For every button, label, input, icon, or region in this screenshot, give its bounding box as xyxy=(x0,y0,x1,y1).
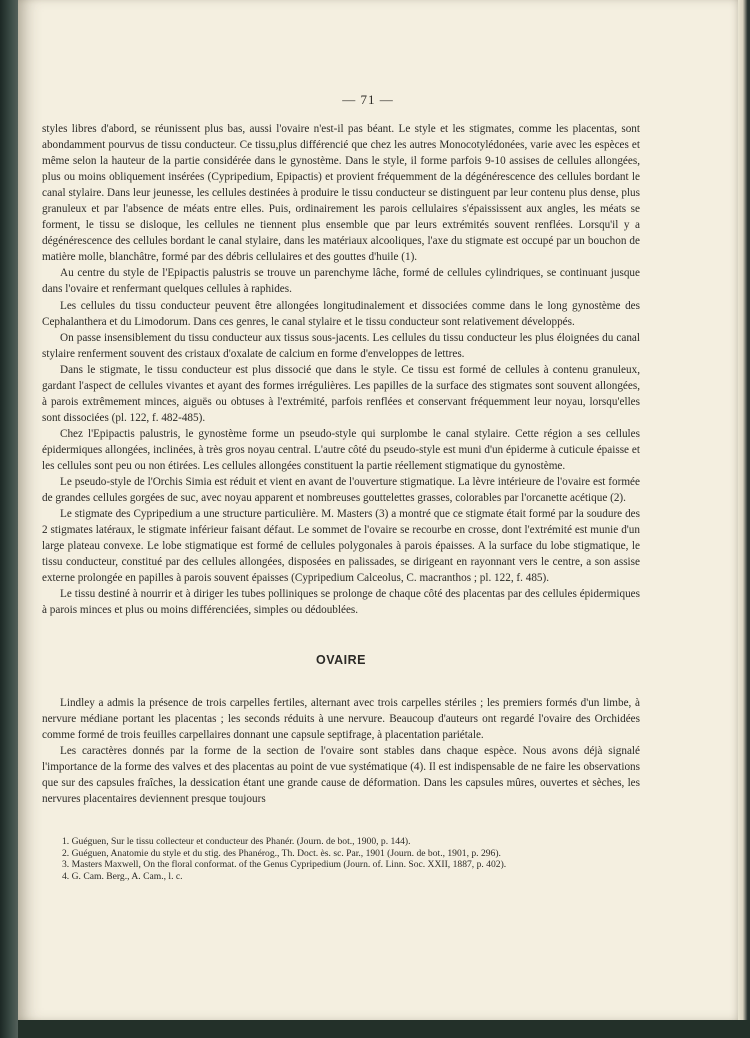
footnote: 2. Guéguen, Anatomie du style et du stig. des Phanérog., Th. Doct. ès. sc. Par., 1901 (Journ. de bot., 1901, p. 296). xyxy=(62,847,501,859)
paragraph: Le stigmate des Cypripedium a une structure particulière. M. Masters (3) a montré que ce stigmate était formé par la soudure des 2 stigmates latéraux, le stigmate inférieur faisant défaut. Le sommet de l'ovaire se recourbe en crosse, dont l'extrémité est munie d'un large plateau convexe. Le lobe stigmatique est formé de cellules polygonales à parois épaisses. A la surface du lobe stigmatique, le tissu conducteur, constitué par des cellules allongées, disposées en palissades, se dirigeant en rayonnant vers le centre, a son assise externe prolongée en papilles à parois souvent épaisses (Cypripedium Calceolus, C. macranthos ; pl. 122, f. 485). xyxy=(42,508,640,585)
paragraph: On passe insensiblement du tissu conducteur aux tissus sous-jacents. Les cellules du tissu conducteur les plus éloignées du canal stylaire renferment souvent des cristaux d'oxalate de calcium en forme d'enveloppes de lettres. xyxy=(42,331,640,360)
paragraph: Les cellules du tissu conducteur peuvent être allongées longitudinalement et dissociées comme dans le long gynostème des Cephalanthera et du Limodorum. Dans ces genres, le canal stylaire et le tissu conducteur sont relativement développés. xyxy=(42,299,640,328)
paragraph: Le tissu destiné à nourrir et à diriger les tubes polliniques se prolonge de chaque côté des placentas par des cellules épidermiques à parois minces et plus ou moins différenciées, simples ou dédoublées. xyxy=(42,588,640,617)
paragraph: styles libres d'abord, se réunissent plus bas, aussi l'ovaire n'est-il pas béant. Le style et les stigmates, comme les placentas, sont abondamment pourvus de tissu conducteur. Ce tissu,plus différencié que chez les autres Monocotylédonées, varie avec les espèces et même selon la hauteur de la partie considérée dans le gynostème. Dans le style, il forme parfois 9-10 assises de cellules allongées, plus ou moins obliquement insérées (Cypripedium, Epipactis) et provient fréquemment de la dégénérescence des cellules bordant le canal stylaire. Dans leur jeunesse, les cellules destinées à produire le tissu conducteur se distinguent par leur contenu plus dense, plus granuleux et par l'absence de méats entre elles. Puis, ordinairement les parois cellulaires s'épaississent aux angles, les méats se forment, le tissu se disloque, les cellules ne tiennent plus ensemble que par leurs extrémités souvent renflées. Lorsqu'il y a dégénérescence des cellules bordant le canal stylaire, dans les matériaux alcooliques, l'axe du stigmate est occupé par un bouchon de matière molle, blanchâtre, formé par des débris cellulaires et des gouttes d'huile (1). xyxy=(42,123,640,264)
page-edge xyxy=(738,0,750,1038)
footnote: 1. Guéguen, Sur le tissu collecteur et conducteur des Phanér. (Journ. de bot., 1900, p. 144). xyxy=(62,836,411,847)
section-title: OVAIRE xyxy=(316,653,366,668)
body-text xyxy=(42,121,640,807)
paragraph: Les caractères donnés par la forme de la section de l'ovaire sont stables dans chaque espèce. Nous avons déjà signalé l'importance de la forme des valves et des placentas au point de vue systématique (4). Il est indispensable de ne faire les observations que sur des capsules fraîches, la dessication étant une grande cause de déformation. Dans les capsules mûres, ouvertes et sèches, les nervures placentaires deviennent presque toujours xyxy=(42,744,640,805)
book-cover-edge xyxy=(18,1020,750,1038)
book-page xyxy=(18,0,738,1020)
footnote: 3. Masters Maxwell, On the floral conformat. of the Genus Cypripedium (Journ. of. Linn. Soc. XXII, 1887, p. 402). xyxy=(62,859,507,871)
book-spine xyxy=(0,0,18,1038)
paragraph: Au centre du style de l'Epipactis palustris se trouve un parenchyme lâche, formé de cellules cylindriques, se continuant jusque dans l'ovaire et renfermant quelques cellules à raphides. xyxy=(42,267,640,296)
page-number: — 71 — xyxy=(342,92,394,107)
paragraph: Lindley a admis la présence de trois carpelles fertiles, alternant avec trois carpelles stériles ; les premiers formés d'un limbe, à nervure médiane portant les placentas ; les seconds réduits à une nervure. Beaucoup d'auteurs ont regardé l'ovaire des Orchidées comme formé de trois feuilles carpellaires donnant une capsule septifrage, à placentation pariétale. xyxy=(42,696,640,741)
footnote: 4. G. Cam. Berg., A. Cam., l. c. xyxy=(62,870,183,882)
paragraph: Chez l'Epipactis palustris, le gynostème forme un pseudo-style qui surplombe le canal stylaire. Cette région a ses cellules épidermiques allongées, inclinées, à très gros noyau central. L'autre côté du pseudo-style est muni d'un épiderme à cuticule épaisse et les cellules sont peu ou non étirées. Les cellules allongées constituent la partie réellement stigmatique du gynostème. xyxy=(42,427,640,472)
footnotes xyxy=(62,836,642,882)
paragraph: Le pseudo-style de l'Orchis Simia est réduit et vient en avant de l'ouverture stigmatique. La lèvre intérieure de l'ovaire est formée de grandes cellules gorgées de suc, avec noyau apparent et nombreuses gouttelettes grasses, colorables par l'orcanette acétique (2). xyxy=(42,476,640,505)
paragraph: Dans le stigmate, le tissu conducteur est plus dissocié que dans le style. Ce tissu est formé de cellules à contenu granuleux, gardant l'aspect de cellules vivantes et ayant des formes irrégulières. Les papilles de la surface des stigmates sont souvent allongées, à parois extrêmement minces, aiguës ou obtuses à l'extrémité, parfois renflées et conservant fréquemment leur noyau, lorsqu'elles sont dissociées (pl. 122, f. 482-485). xyxy=(42,363,640,424)
